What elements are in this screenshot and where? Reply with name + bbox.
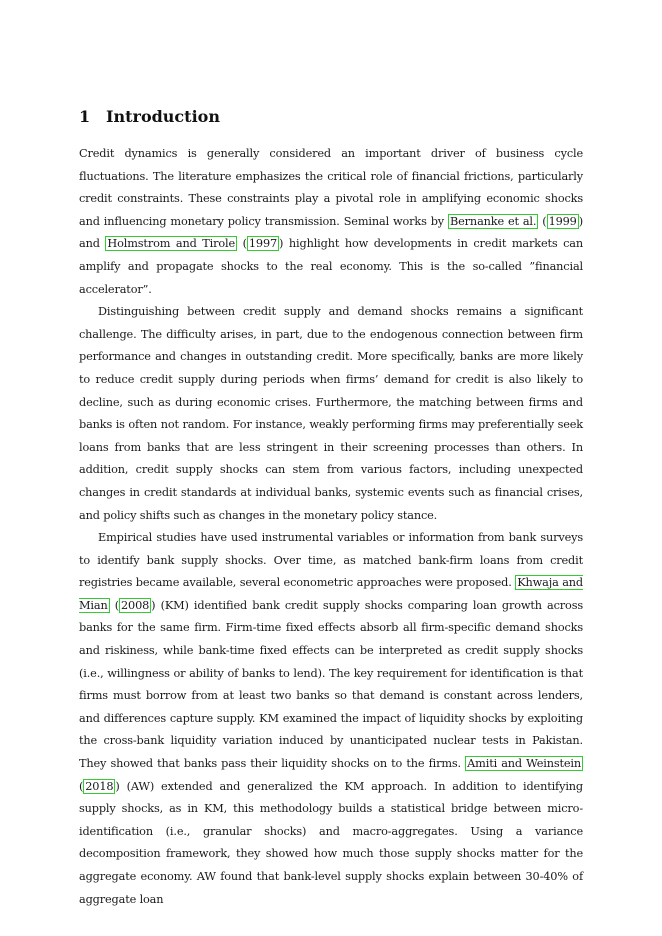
section-title: Introduction	[106, 107, 220, 126]
section-number: 1	[79, 107, 91, 126]
paragraph-1: Credit dynamics is generally considered an important driver of business cycle fluctuations. The literature emphasizes the critical role of financial frictions, particularly credit constraints. These constraints play a pivotal role in amplifying economic shocks and influencing monetary policy transmission. Seminal works by Bernanke et al. ( 1999 ) and Holmstrom and Tirole ( 1997 ) highlight how developments in credit markets can amplify and propagate shocks to the real economy. This is the so-called ”financial accelerator”.	[79, 147, 583, 296]
section-heading	[79, 106, 583, 128]
paragraph-3-text-b: (KM) identified bank credit supply shocks comparing loan growth across banks for the same firm. Firm-time fixed effects absorb all firm-specific demand shocks and riskiness, while bank-time fixed effects can be interpreted as credit supply shocks (i.e., willingness or ability of banks to lend). The key requirement for identification is that firms must borrow from at least two banks so that demand is constant across lenders, and differences capture supply. KM examined the impact of liquidity shocks by exploiting the cross-bank liquidity variation induced by unanticipated nuclear tests in Pakistan. They showed that banks pass their liquidity shocks on to the firms.	[79, 598, 583, 771]
citation-link-holmstrom[interactable]: Holmstrom and Tirole	[107, 237, 236, 251]
paragraph-3-text-c: (AW) extended and generalized the KM approach. In addition to identifying supply shocks, as in KM, this methodology builds a statistical bridge between micro-identification (i.e., granular shocks) and macro-aggregates. Using a variance decomposition framework, they showed how much those supply shocks matter for the aggregate economy. AW found that bank-level supply shocks explain between 30-40% of aggregate loan	[79, 779, 583, 906]
paragraph-1-text-c: highlight how developments in credit markets can amplify and propagate shocks to the real economy. This is the so-called ”financial accelerator”.	[79, 237, 583, 296]
citation-year-link-holmstrom[interactable]: 1997	[248, 237, 278, 251]
citation-year-link-khwaja[interactable]: 2008	[121, 598, 150, 612]
citation-year-link-amiti[interactable]: 2018	[85, 779, 114, 793]
citation-link-amiti[interactable]: Amiti and Weinstein	[467, 757, 582, 771]
citation-year-link-bernanke[interactable]: 1999	[548, 214, 577, 228]
citation-link-bernanke[interactable]: Bernanke et al.	[450, 214, 537, 228]
paragraph-2: Distinguishing between credit supply and demand shocks remains a significant challenge. The difficulty arises, in part, due to the endogenous connection between firm performance and changes in outstanding credit. More specifically, banks are more likely to reduce credit supply during periods when firms’ demand for credit is also likely to decline, such as during economic crises. Furthermore, the matching between firms and banks is often not random. For instance, weakly performing firms may preferentially seek loans from banks that are less stringent in their screening processes than others. In addition, credit supply shocks can stem from various factors, including unexpected changes in credit standards at individual banks, systemic events such as financial crises, and policy shifts such as changes in the monetary policy stance.	[79, 305, 583, 522]
paragraph-1-text-a: Credit dynamics is generally considered an important driver of business cycle fluctuations. The literature emphasizes the critical role of financial frictions, particularly credit constraints. These constraints play a pivotal role in amplifying economic shocks and influencing monetary policy transmission. Seminal works by	[79, 147, 583, 228]
paper-page	[79, 106, 583, 911]
citation-link-khwaja[interactable]: Khwaja and Mian	[79, 576, 583, 612]
paragraph-3: Empirical studies have used instrumental variables or information from bank surveys to identify bank supply shocks. Over time, as matched bank-firm loans from credit registries became available, several econometric approaches were proposed. Khwaja and Mian ( 2008 ) (KM) identified bank credit supply shocks comparing loan growth across banks for the same firm. Firm-time fixed effects absorb all firm-specific demand shocks and riskiness, while bank-time fixed effects can be interpreted as credit supply shocks (i.e., willingness or ability of banks to lend). The key requirement for identification is that firms must borrow from at least two banks so that demand is constant across lenders, and differences capture supply. KM examined the impact of liquidity shocks by exploiting the cross-bank liquidity variation induced by unanticipated nuclear tests in Pakistan. They showed that banks pass their liquidity shocks on to the firms. Amiti and Weinstein ( 2018 ) (AW) extended and generalized the KM approach. In addition to identifying supply shocks, as in KM, this methodology builds a statistical bridge between micro-identification (i.e., granular shocks) and macro-aggregates. Using a variance decomposition framework, they showed how much those supply shocks matter for the aggregate economy. AW found that bank-level supply shocks explain between 30-40% of aggregate loan	[79, 531, 583, 906]
paragraph-3-text-a: Empirical studies have used instrumental variables or information from bank surveys to identify bank supply shocks. Over time, as matched bank-firm loans from credit registries became available, several econometric approaches were proposed.	[79, 531, 583, 590]
paragraph-1-text-b: and	[79, 237, 106, 251]
